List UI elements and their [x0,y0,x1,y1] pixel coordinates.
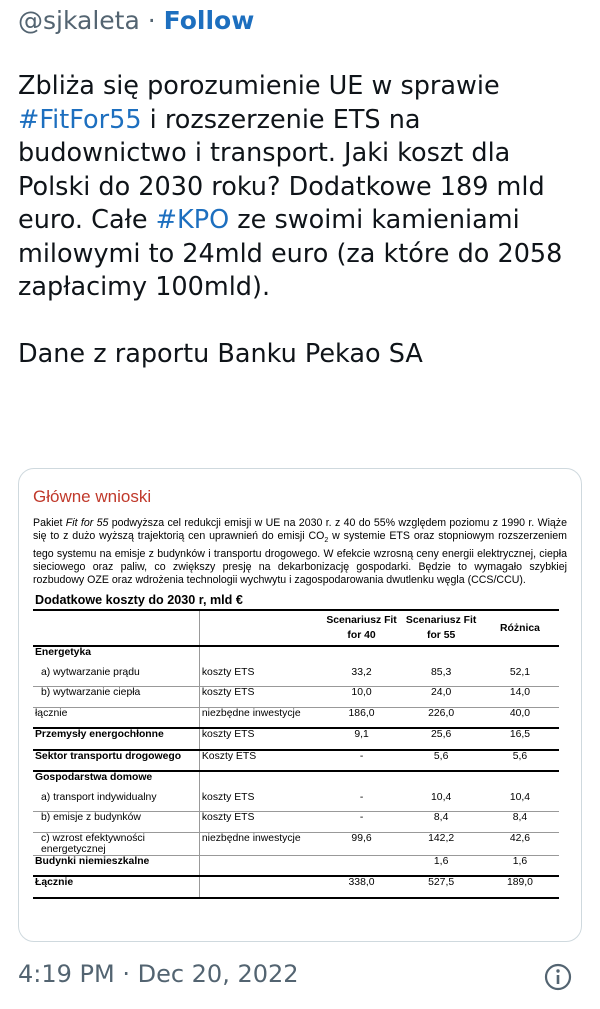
table-row [33,646,559,667]
table-cell-diff: 8,4 [481,812,559,833]
table-cell-diff: 10,4 [481,792,559,812]
table-cell-v55: 1,6 [401,855,481,876]
table-cell-type: koszty ETS [199,728,321,750]
table-cell-type [199,771,321,792]
table-cell-diff [481,646,559,667]
table-cell-name: Przemysły energochłonne [33,728,199,750]
timestamp[interactable]: 4:19 PM · Dec 20, 2022 [18,960,299,988]
table-cell-v40: 99,6 [322,832,402,855]
table-cell-diff: 52,1 [481,667,559,687]
table-cell-v55: 8,4 [401,812,481,833]
table-cell-type [199,646,321,667]
table-row [33,876,559,898]
header-separator: · [147,6,156,35]
table-cell-v40: - [322,792,402,812]
table-cell-name: b) wytwarzanie ciepła [33,687,199,708]
table-row [33,832,559,855]
tweet-paragraph-2: Dane z raportu Banku Pekao SA [18,339,423,369]
table-row [33,812,559,833]
table-cell-diff: 5,6 [481,750,559,772]
table-cell-v55: 25,6 [401,728,481,750]
hashtag-link[interactable]: #FitFor55 [18,104,142,135]
table-cell-v55: 10,4 [401,792,481,812]
table-cell-v55: 226,0 [401,707,481,728]
table-cell-v40: 338,0 [348,877,375,889]
table-cell-v40: 9,1 [322,728,402,750]
tweet-paragraph-1 [18,70,588,305]
table-cell-diff: 1,6 [481,855,559,876]
table-cell-name: Gospodarstwa domowe [35,772,153,784]
table-cell-type: koszty ETS [199,667,321,687]
table-cell-name: Energetyka [35,647,92,659]
table-cell-name: a) transport indywidualny [33,792,199,812]
info-icon[interactable] [543,962,573,992]
table-cell-name: a) wytwarzanie prądu [33,667,199,687]
table-cell-diff: 16,5 [481,728,559,750]
table-cell-type: koszty ETS [199,687,321,708]
table-row [33,728,559,750]
table-cell-v40: 10,0 [322,687,402,708]
table-cell-v40 [322,771,402,792]
tweet-text-segment: Zbliża się porozumienie UE w sprawie [18,71,500,101]
table-cell-v40 [322,855,402,876]
table-cell-diff: 42,6 [481,832,559,855]
table-cell-v55: 5,6 [401,750,481,772]
table-cell-v40: - [322,812,402,833]
table-cell-type: Koszty ETS [199,750,321,772]
table-cell-diff [481,771,559,792]
table-cell-type: koszty ETS [199,812,321,833]
table-cell-v55: 24,0 [401,687,481,708]
table-cell-v55 [401,646,481,667]
table-row [33,750,559,772]
column-header: Scenariusz Fit for 40 [326,615,397,642]
table-cell-name: łącznie [33,707,199,728]
table-cell-name: c) wzrost efektywności energetycznej [33,832,199,855]
table-cell-name: b) emisje z budynków [33,812,199,833]
table-cell-v40 [322,646,402,667]
table-cell-v55: 85,3 [401,667,481,687]
column-header: Różnica [500,622,540,634]
table-row [33,855,559,876]
table-cell-diff: 14,0 [481,687,559,708]
report-title: Główne wnioski [33,487,152,506]
costs-table [33,609,559,899]
author-handle[interactable]: @sjkaleta [18,6,140,35]
table-cell-v40: 33,2 [322,667,402,687]
table-cell-name: Budynki niemieszkalne [33,855,199,876]
table-cell-diff: 189,0 [506,877,533,889]
report-paragraph: Pakiet Fit for 55 podwyższa cel redukcji emisji w UE na 2030 r. z 40 do 55% względem poziomu z 1990 r. Wiąże się to z dużo wyższą trajektorią cen uprawnień do emisji $CO_2$ w systemie ETS oraz stopniowym rozszerzeniem tego systemu na emisje z budynków i transportu drogowego. W efekcie wzrosną ceny energii elektrycznej, ciepła sieciowego oraz paliw, co zwiększy presję na dekarbonizację gospodarki. Będzie to wymagało szybkiej rozbudowy OZE oraz wdrożenia technologii wychwytu i zagospodarowania dwutlenku węgla (CCS/CCU). [33,517,567,586]
report-excerpt [33,487,567,899]
table-cell-type: niezbędne inwestycje [199,707,321,728]
table-cell-v55: 142,2 [401,832,481,855]
table-row [33,667,559,687]
column-header [33,610,199,646]
column-header [199,610,321,646]
attached-image[interactable] [18,468,582,942]
table-cell-type: koszty ETS [199,792,321,812]
table-row [33,792,559,812]
table-cell-v55 [401,771,481,792]
table-cell-v40: 186,0 [322,707,402,728]
hashtag-link[interactable]: #KPO [155,205,230,235]
table-cell-type [199,855,321,876]
tweet-header [18,4,254,38]
table-cell-type [199,876,321,898]
table-cell-type: niezbędne inwestycje [199,832,321,855]
table-row [33,687,559,708]
tweet-text-segment: i rozszerzenie ETS na budownictwo i transport. Jaki koszt dla Polski do 2030 roku? Dodatkowe 189 mld euro. Całe [18,104,545,235]
column-header: Scenariusz Fit for 55 [405,615,477,642]
tweet-text-segment: ze swoimi kamieniami milowymi to 24mld euro (za które do 2058 zapłacimy 100mld). [18,205,563,302]
table-header-row [33,610,559,646]
tweet-text [18,70,588,372]
table-cell-v55: 527,5 [428,877,455,889]
table-cell-name: Sektor transportu drogowego [33,750,199,772]
follow-button[interactable]: Follow [163,6,255,35]
table-cell-name: Łącznie [35,877,74,889]
table-title: Dodatkowe koszty do 2030 r, mld € [35,593,243,608]
table-row [33,771,559,792]
table-cell-diff: 40,0 [481,707,559,728]
table-row [33,707,559,728]
table-cell-v40: - [322,750,402,772]
